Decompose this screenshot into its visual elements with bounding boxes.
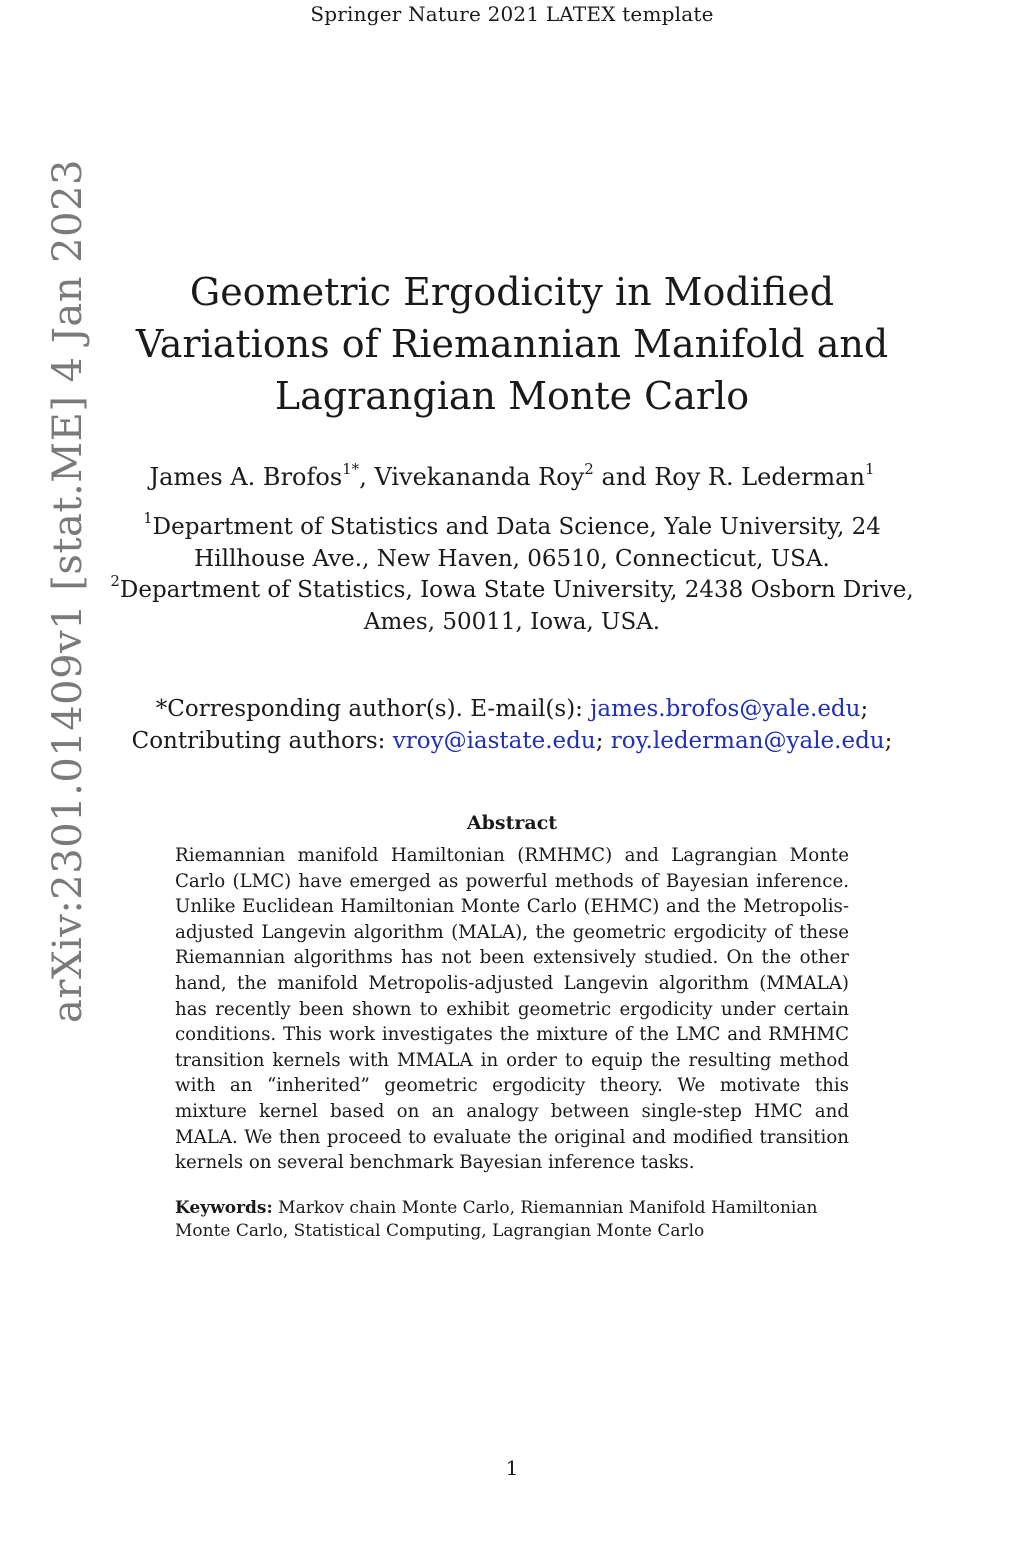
affiliation-mark: 2 xyxy=(110,572,120,591)
contributing-email-link-1[interactable]: vroy@iastate.edu xyxy=(392,727,596,754)
affiliation-iowa-state xyxy=(110,572,914,638)
affiliation-text: Department of Statistics and Data Science, Yale University, 24 Hillhouse Ave., New Haven, 06510, Connecticut, USA. xyxy=(152,514,881,572)
author-list xyxy=(100,460,924,494)
corresponding-email-link[interactable]: james.brofos@yale.edu xyxy=(590,696,861,722)
corresponding-author-line: *Corresponding author(s). E-mail(s): james.brofos@yale.edu; xyxy=(155,696,869,722)
affiliation-text: Department of Statistics, Iowa State University, 2438 Osborn Drive, Ames, 50011, Iowa, USA. xyxy=(119,577,914,635)
correspondence-block xyxy=(100,694,924,757)
author-affiliation-mark: 1 xyxy=(864,460,875,478)
paper-title: Geometric Ergodicity in Modified Variations of Riemannian Manifold and Lagrangian Monte Carlo xyxy=(135,270,889,418)
author-name: Vivekananda Roy xyxy=(374,463,585,491)
contributing-label: Contributing authors: xyxy=(131,727,393,754)
keywords-label: Keywords: xyxy=(175,1198,273,1218)
abstract-heading: Abstract xyxy=(466,812,558,834)
running-header: Springer Nature 2021 LATEX template xyxy=(310,2,714,26)
contributing-email-link-2[interactable]: roy.lederman@yale.edu xyxy=(610,727,885,754)
author-separator: , xyxy=(359,463,375,491)
abstract-body: Riemannian manifold Hamiltonian (RMHMC) and Lagrangian Monte Carlo (LMC) have emerged as powerful methods of Bayesian inference. Unlike Euclidean Hamiltonian Monte Carlo (EHMC) and the Metropolis-adjusted Langevin algorithm (MALA), the geometric ergodicity of these Riemannian algorithms has not been extensively studied. On the other hand, the manifold Metropolis-adjusted Langevin algorithm (MMALA) has recently been shown to exhibit geometric ergodicity under certain conditions. This work investigates the mixture of the LMC and RMHMC transition kernels with MMALA in order to equip the resulting method with an “inherited” geometric ergodicity theory. We motivate this mixture kernel based on an analogy between single-step HMC and MALA. We then proceed to evaluate the original and modified transition kernels on several benchmark Bayesian inference tasks. xyxy=(175,845,849,1174)
affiliation-yale xyxy=(110,509,914,575)
email-separator: ; xyxy=(595,727,611,754)
keywords xyxy=(175,1197,849,1243)
author-name: Roy R. Lederman xyxy=(654,463,865,491)
author-separator: and xyxy=(593,463,655,491)
keywords-text: Markov chain Monte Carlo, Riemannian Manifold Hamiltonian Monte Carlo, Statistical Computing, Lagrangian Monte Carlo xyxy=(175,1198,818,1241)
page-number: 1 xyxy=(505,1456,519,1480)
arxiv-identifier-stamp: arXiv:2301.01409v1 [stat.ME] 4 Jan 2023 xyxy=(45,159,91,1023)
contributing-authors-line: Contributing authors: vroy@iastate.edu; roy.lederman@yale.edu; xyxy=(131,727,893,754)
author-affiliation-mark: 2 xyxy=(584,460,594,478)
author-name: James A. Brofos xyxy=(149,463,343,491)
affiliation-mark: 1 xyxy=(143,509,153,528)
affiliations xyxy=(110,509,914,638)
author-affiliation-mark: 1* xyxy=(342,460,360,478)
corresponding-label: *Corresponding author(s). E-mail(s): xyxy=(155,696,591,722)
